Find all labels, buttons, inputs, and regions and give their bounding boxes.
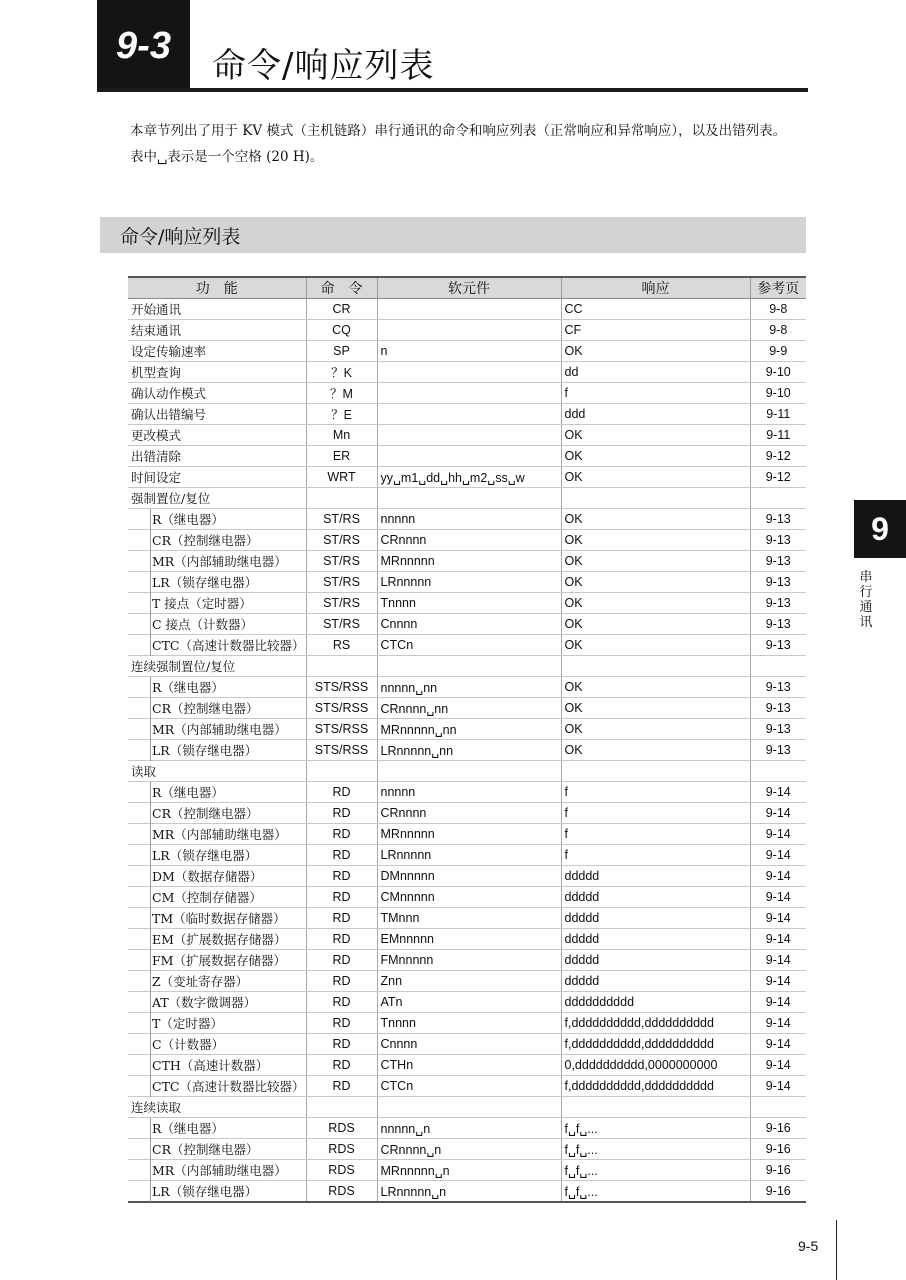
table-row [128,614,806,635]
table-row [128,908,806,929]
cell-ref-page: 9-14 [750,887,806,908]
cell-ref-page: 9-13 [750,551,806,572]
cell-ref-page [750,761,806,782]
cell-response: f␣f␣... [561,1181,750,1203]
cell-command: ？M [306,383,377,404]
cell-response: f [561,824,750,845]
cell-function: 结束通讯 [128,320,306,341]
cell-command: STS/RSS [306,740,377,761]
cell-command: STS/RSS [306,698,377,719]
cell-command: RD [306,824,377,845]
cell-command: RDS [306,1118,377,1139]
table-header-row [128,277,806,299]
cell-response: ddddd [561,971,750,992]
cell-device [377,1097,561,1118]
cell-device: DMnnnnn [377,866,561,887]
cell-response [561,656,750,677]
cell-command: RDS [306,1139,377,1160]
table-row [128,656,806,677]
cell-ref-page: 9-9 [750,341,806,362]
cell-ref-page: 9-14 [750,950,806,971]
cell-response [561,761,750,782]
cell-device [377,488,561,509]
cell-ref-page: 9-13 [750,719,806,740]
cell-device: LRnnnnn␣nn [377,740,561,761]
cell-ref-page [750,1097,806,1118]
cell-response: 0,dddddddddd,0000000000 [561,1055,750,1076]
cell-response: f [561,782,750,803]
cell-function: CR（控制继电器） [128,530,306,551]
cell-command: ST/RS [306,614,377,635]
cell-ref-page: 9-16 [750,1118,806,1139]
cell-function: CR（控制继电器） [128,698,306,719]
cell-device: CRnnnn␣n [377,1139,561,1160]
cell-response: ddddd [561,950,750,971]
cell-command: CQ [306,320,377,341]
cell-command: RD [306,1055,377,1076]
cell-response: OK [561,551,750,572]
cell-ref-page: 9-13 [750,509,806,530]
table-row [128,1139,806,1160]
cell-command: SP [306,341,377,362]
table-row [128,782,806,803]
cell-response: OK [561,740,750,761]
cell-ref-page: 9-12 [750,446,806,467]
cell-device: MRnnnnn␣n [377,1160,561,1181]
table-row [128,950,806,971]
table-row [128,887,806,908]
section-title: 命令/响应列表 [212,46,435,86]
cell-device [377,446,561,467]
cell-response: dd [561,362,750,383]
cell-response: ddddd [561,929,750,950]
table-row [128,1118,806,1139]
cell-command [306,656,377,677]
cell-response: dddddddddd [561,992,750,1013]
cell-command: STS/RSS [306,677,377,698]
header-function: 功 能 [128,277,306,299]
cell-ref-page: 9-14 [750,782,806,803]
table-row [128,383,806,404]
subheading: 命令/响应列表 [120,225,241,248]
cell-function: AT（数字微调器） [128,992,306,1013]
table-row [128,551,806,572]
cell-device: LRnnnnn [377,572,561,593]
cell-function: 设定传输速率 [128,341,306,362]
cell-ref-page: 9-8 [750,299,806,320]
cell-command [306,488,377,509]
cell-ref-page: 9-16 [750,1139,806,1160]
cell-ref-page [750,488,806,509]
cell-function: C 接点（计数器） [128,614,306,635]
cell-response: f␣f␣... [561,1160,750,1181]
cell-function: 出错清除 [128,446,306,467]
cell-function: T 接点（定时器） [128,593,306,614]
cell-device: Cnnnn [377,1034,561,1055]
page-number: 9-5 [798,1238,819,1254]
header-device: 软元件 [377,277,561,299]
table-row [128,992,806,1013]
cell-device: CTHn [377,1055,561,1076]
cell-command: RD [306,971,377,992]
table-row [128,719,806,740]
cell-command: Mn [306,425,377,446]
table-row [128,803,806,824]
table-row [128,740,806,761]
cell-command: ST/RS [306,551,377,572]
cell-ref-page: 9-13 [750,635,806,656]
cell-function: 连续强制置位/复位 [128,656,306,677]
table-row [128,971,806,992]
table-row [128,1034,806,1055]
cell-device: Znn [377,971,561,992]
cell-command: RD [306,803,377,824]
cell-function: FM（扩展数据存储器） [128,950,306,971]
cell-device: CTCn [377,635,561,656]
intro-paragraph-2: 表中␣表示是一个空格 (20 H)。 [130,149,324,165]
cell-function: TM（临时数据存储器） [128,908,306,929]
cell-command: RD [306,908,377,929]
cell-function: 更改模式 [128,425,306,446]
cell-function: T（定时器） [128,1013,306,1034]
cell-device [377,404,561,425]
cell-function: LR（锁存继电器） [128,572,306,593]
cell-ref-page: 9-13 [750,530,806,551]
cell-function: C（计数器） [128,1034,306,1055]
cell-device [377,299,561,320]
table-row [128,866,806,887]
cell-command: RD [306,1076,377,1097]
cell-response: f␣f␣... [561,1139,750,1160]
cell-function: CR（控制继电器） [128,1139,306,1160]
intro-paragraph-1: 本章节列出了用于 KV 模式（主机链路）串行通讯的命令和响应列表（正常响应和异常响应），以及出错列表。 [130,123,787,139]
cell-function: 强制置位/复位 [128,488,306,509]
cell-response: OK [561,698,750,719]
cell-device: CMnnnnn [377,887,561,908]
table-row [128,572,806,593]
cell-device: TMnnn [377,908,561,929]
cell-function: R（继电器） [128,1118,306,1139]
cell-command: ？K [306,362,377,383]
cell-function: CTC（高速计数器比较器） [128,1076,306,1097]
cell-response: ddddd [561,866,750,887]
cell-ref-page: 9-14 [750,992,806,1013]
cell-device: Tnnnn [377,593,561,614]
cell-response: OK [561,341,750,362]
cell-device: nnnnn [377,782,561,803]
cell-function: R（继电器） [128,782,306,803]
cell-ref-page: 9-14 [750,929,806,950]
cell-ref-page: 9-14 [750,1013,806,1034]
cell-device: CRnnnn␣nn [377,698,561,719]
cell-command: RD [306,950,377,971]
cell-command: RDS [306,1160,377,1181]
cell-response: ddddd [561,908,750,929]
cell-ref-page: 9-14 [750,1055,806,1076]
cell-ref-page: 9-10 [750,383,806,404]
header-response: 响应 [561,277,750,299]
table-row [128,1055,806,1076]
cell-command [306,761,377,782]
cell-device: MRnnnnn [377,551,561,572]
cell-ref-page: 9-14 [750,845,806,866]
cell-ref-page: 9-13 [750,593,806,614]
table-row [128,1097,806,1118]
cell-device: CRnnnn [377,803,561,824]
cell-ref-page: 9-13 [750,677,806,698]
table-row [128,635,806,656]
cell-function: Z（变址寄存器） [128,971,306,992]
cell-response [561,488,750,509]
table-body [128,299,806,1203]
cell-ref-page: 9-14 [750,866,806,887]
group-indent-rule [150,782,151,1097]
cell-ref-page: 9-14 [750,1034,806,1055]
cell-device [377,362,561,383]
cell-command: ST/RS [306,530,377,551]
cell-function: CTC（高速计数器比较器） [128,635,306,656]
cell-ref-page: 9-16 [750,1160,806,1181]
cell-command: CR [306,299,377,320]
table-row [128,467,806,488]
table-row [128,509,806,530]
cell-function: 开始通讯 [128,299,306,320]
cell-function: LR（锁存继电器） [128,1181,306,1203]
cell-device: yy␣m1␣dd␣hh␣m2␣ss␣w [377,467,561,488]
table-row [128,446,806,467]
cell-command: RD [306,782,377,803]
cell-response: OK [561,719,750,740]
cell-command: RD [306,929,377,950]
cell-function: 时间设定 [128,467,306,488]
cell-response: f [561,845,750,866]
cell-command: RD [306,992,377,1013]
cell-ref-page: 9-11 [750,425,806,446]
cell-response: f [561,803,750,824]
cell-response: ddd [561,404,750,425]
section-number: 9-3 [116,24,171,67]
cell-ref-page: 9-14 [750,824,806,845]
cell-response: f [561,383,750,404]
cell-command: RS [306,635,377,656]
cell-ref-page: 9-14 [750,803,806,824]
cell-response: OK [561,677,750,698]
command-table [128,276,806,1203]
cell-command [306,1097,377,1118]
cell-device: CTCn [377,1076,561,1097]
table-row [128,404,806,425]
chapter-tab-label: 串行通讯 [859,570,873,630]
cell-ref-page: 9-14 [750,908,806,929]
title-rule [97,88,808,92]
table-row [128,425,806,446]
table-row [128,1181,806,1203]
table-row [128,341,806,362]
cell-command: ST/RS [306,593,377,614]
cell-response: OK [561,467,750,488]
table-row [128,1160,806,1181]
cell-command: RD [306,1013,377,1034]
table-row [128,362,806,383]
cell-command: RDS [306,1181,377,1203]
cell-device: LRnnnnn␣n [377,1181,561,1203]
cell-ref-page: 9-13 [750,740,806,761]
cell-command: ER [306,446,377,467]
cell-command: RD [306,866,377,887]
cell-function: MR（内部辅助继电器） [128,551,306,572]
cell-function: 连续读取 [128,1097,306,1118]
section-number-box [97,0,190,92]
intro-text [130,118,806,170]
group-indent-rule [150,677,151,761]
cell-function: DM（数据存储器） [128,866,306,887]
cell-device [377,656,561,677]
cell-response: f,dddddddddd,dddddddddd [561,1034,750,1055]
cell-device: nnnnn␣n [377,1118,561,1139]
cell-command: RD [306,887,377,908]
cell-command: ST/RS [306,509,377,530]
cell-device: LRnnnnn [377,845,561,866]
chapter-tab-number: 9 [871,510,889,547]
cell-ref-page: 9-14 [750,1076,806,1097]
cell-ref-page: 9-8 [750,320,806,341]
group-indent-rule [150,1118,151,1203]
cell-response: OK [561,446,750,467]
table-row [128,677,806,698]
cell-response: f␣f␣... [561,1118,750,1139]
cell-response: OK [561,635,750,656]
cell-command: RD [306,1034,377,1055]
cell-ref-page [750,656,806,677]
cell-device [377,383,561,404]
cell-ref-page: 9-14 [750,971,806,992]
cell-function: MR（内部辅助继电器） [128,1160,306,1181]
cell-response: OK [561,509,750,530]
table-row [128,824,806,845]
cell-response: OK [561,572,750,593]
cell-response: f,dddddddddd,dddddddddd [561,1013,750,1034]
group-indent-rule [150,509,151,656]
cell-function: EM（扩展数据存储器） [128,929,306,950]
cell-response: ddddd [561,887,750,908]
cell-ref-page: 9-11 [750,404,806,425]
cell-response [561,1097,750,1118]
cell-response: OK [561,614,750,635]
cell-ref-page: 9-13 [750,614,806,635]
page-rule [836,1220,837,1280]
cell-device: ATn [377,992,561,1013]
cell-command: ？E [306,404,377,425]
cell-function: CTH（高速计数器） [128,1055,306,1076]
cell-device: FMnnnnn [377,950,561,971]
subheading-band [100,217,806,253]
cell-device: nnnnn␣nn [377,677,561,698]
cell-function: 确认动作模式 [128,383,306,404]
cell-device: MRnnnnn [377,824,561,845]
cell-device: EMnnnnn [377,929,561,950]
cell-device [377,425,561,446]
cell-ref-page: 9-13 [750,572,806,593]
table-row [128,593,806,614]
table-row [128,530,806,551]
cell-command: ST/RS [306,572,377,593]
cell-ref-page: 9-13 [750,698,806,719]
cell-device: Cnnnn [377,614,561,635]
cell-device: CRnnnn [377,530,561,551]
cell-function: 确认出错编号 [128,404,306,425]
table-row [128,488,806,509]
cell-device: MRnnnnn␣nn [377,719,561,740]
cell-response: OK [561,425,750,446]
cell-device [377,761,561,782]
cell-device: nnnnn [377,509,561,530]
cell-command: STS/RSS [306,719,377,740]
cell-response: CF [561,320,750,341]
cell-function: R（继电器） [128,677,306,698]
cell-command: RD [306,845,377,866]
table-row [128,698,806,719]
table-row [128,1076,806,1097]
header-ref-page: 参考页 [750,277,806,299]
cell-function: 读取 [128,761,306,782]
cell-ref-page: 9-16 [750,1181,806,1203]
cell-function: MR（内部辅助继电器） [128,719,306,740]
chapter-tab [854,500,906,558]
cell-function: R（继电器） [128,509,306,530]
cell-command: WRT [306,467,377,488]
cell-device: Tnnnn [377,1013,561,1034]
cell-response: CC [561,299,750,320]
cell-ref-page: 9-12 [750,467,806,488]
header-command: 命 令 [306,277,377,299]
table-row [128,761,806,782]
cell-response: f,dddddddddd,dddddddddd [561,1076,750,1097]
cell-response: OK [561,530,750,551]
cell-device [377,320,561,341]
cell-function: LR（锁存继电器） [128,845,306,866]
cell-function: CR（控制继电器） [128,803,306,824]
cell-response: OK [561,593,750,614]
cell-ref-page: 9-10 [750,362,806,383]
cell-device: n [377,341,561,362]
cell-function: LR（锁存继电器） [128,740,306,761]
table-row [128,929,806,950]
table-row [128,845,806,866]
cell-function: MR（内部辅助继电器） [128,824,306,845]
cell-function: CM（控制存储器） [128,887,306,908]
table-row [128,299,806,320]
table-row [128,320,806,341]
cell-function: 机型查询 [128,362,306,383]
table-row [128,1013,806,1034]
